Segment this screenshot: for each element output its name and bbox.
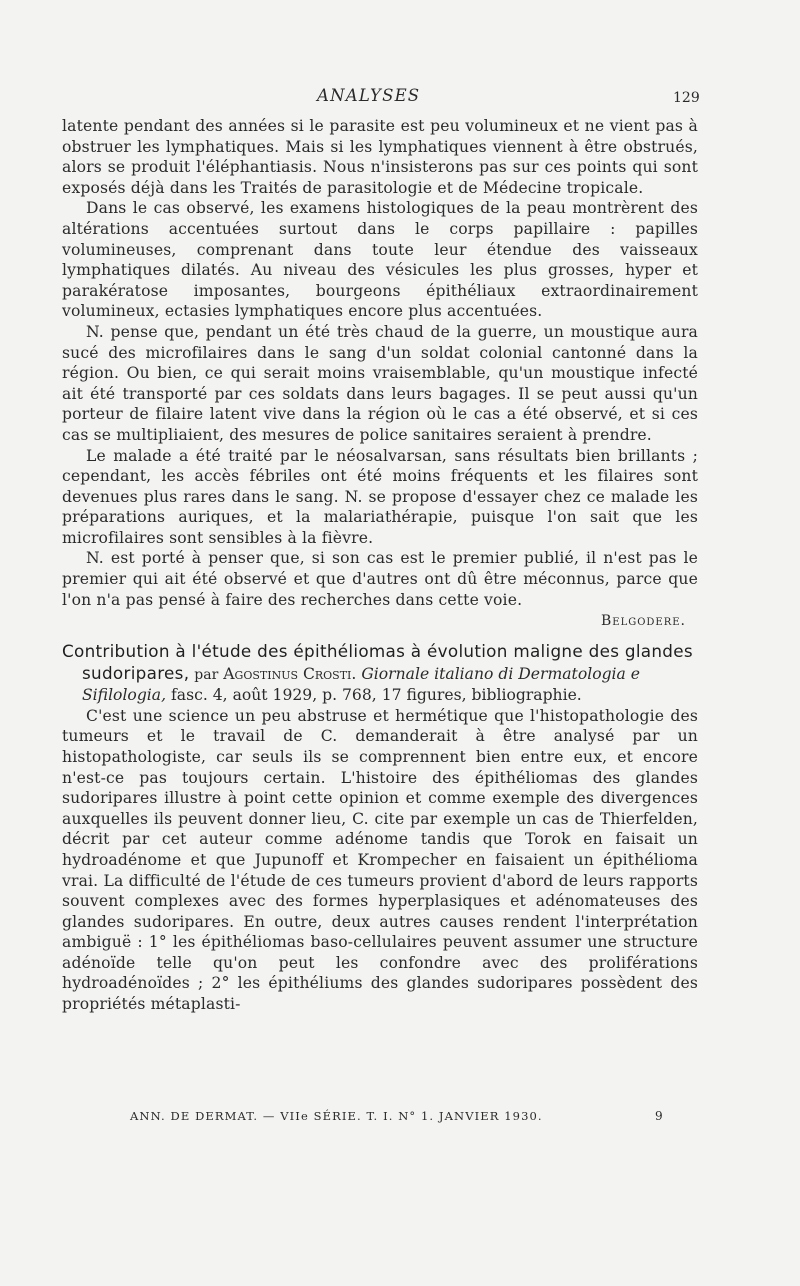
paragraph: N. pense que, pendant un été très chaud de la guerre, un moustique aura sucé des microfilaires dans le sang d'un soldat colonial cantonné dans la région. Ou bien, ce qui serait moins vraisemblable, qu'un moustique infecté ait été transporté par ces soldats dans leurs bagages. Il se peut aussi qu'un porteur de filaire latent vive dans la région où le cas a été observé, et si ces cas se multipliaient, des mesures de police sanitaires seraient à prendre. — [62, 322, 698, 444]
article-by: par — [194, 666, 219, 683]
article-body: C'est une science un peu abstruse et hermétique que l'histopathologie des tumeurs et le travail de C. demanderait à être analysé par un histopathologiste, car seuls ils se comprennent bien entre eux, et encore n'est-ce pas toujours certain. L'histoire des épithéliomas des glandes sudoripares illustre à point cette opinion et comme exemple des divergences auxquelles ils peuvent donner lieu, C. cite par exemple un cas de Thierfelden, décrit par cet auteur comme adénome tandis que Torok en faisait un hydroadénome et que Jupunoff et Krompecher en faisaient un épithélioma vrai. La difficulté de l'étude de ces tumeurs provient d'abord de leurs rapports souvent complexes avec des formes hyperplasiques et adénomateuses des glandes sudoripares. En outre, deux autres causes rendent l'interprétation ambiguë : 1° les épithéliomas baso-cellulaires peuvent assumer une structure adénoïde telle qu'on peut les confondre avec des proliférations hydroadénoïdes ; 2° les épithéliums des glandes sudoripares possèdent des propriétés métaplasti- — [62, 706, 698, 1014]
page-footer-citation: ANN. DE DERMAT. — VIIe SÉRIE. T. I. N° 1. JANVIER 1930. — [130, 1109, 543, 1123]
article-title-line1: Contribution à l'étude des épithéliomas à évolution maligne des glandes — [62, 641, 693, 662]
signature-name: Belgodere. — [600, 613, 686, 630]
author-signature — [62, 611, 698, 631]
article-details: fasc. 4, août 1929, p. 768, 17 figures, bibliographie. — [171, 686, 582, 705]
article-title-line2: sudoripares, — [82, 662, 190, 683]
main-text — [62, 116, 698, 1015]
paragraph: Dans le cas observé, les examens histologiques de la peau montrèrent des altérations accentuées surtout dans le corps papillaire : papilles volumineuses, comprenant dans toute leur étendue des vaisseaux lymphatiques dilatés. Au niveau des vésicules les plus grosses, hyper et parakératose imposantes, bourgeons épithéliaux extraordinairement volumineux, ectasies lymphatiques encore plus accentuées. — [62, 199, 698, 321]
article-journal: Giornale italiano di Dermatologia e Sifilologia, — [82, 664, 641, 705]
article-heading — [62, 641, 698, 706]
article-author: Agostinus Crosti. — [223, 664, 357, 683]
paragraph: Le malade a été traité par le néosalvarsan, sans résultats bien brillants ; cependant, les accès fébriles ont été moins fréquents et les filaires sont devenues plus rares dans le sang. N. se propose d'essayer chez ce malade les préparations auriques, et la malariathérapie, puisque l'on sait que les microfilaires sont sensibles à la fièvre. — [62, 446, 698, 547]
page-number: 129 — [673, 90, 700, 106]
running-title: ANALYSES — [317, 86, 421, 105]
paragraph: latente pendant des années si le parasite est peu volumineux et ne vient pas à obstruer les lymphatiques. Mais si les lymphatiques viennent à être obstrués, alors se produit l'éléphantiasis. Nous n'insisterons pas sur ces points qui sont exposés déjà dans les Traités de parasitologie et de Médecine tropicale. — [62, 117, 698, 197]
running-header — [0, 86, 800, 110]
article-title-continuation — [82, 663, 698, 706]
footer-sheet-number: 9 — [655, 1109, 663, 1123]
paragraph: N. est porté à penser que, si son cas est le premier publié, il n'est pas le premier qui ait été observé et que d'autres ont dû être méconnus, parce que l'on n'a pas pensé à faire des recherches dans cette voie. — [62, 549, 698, 609]
